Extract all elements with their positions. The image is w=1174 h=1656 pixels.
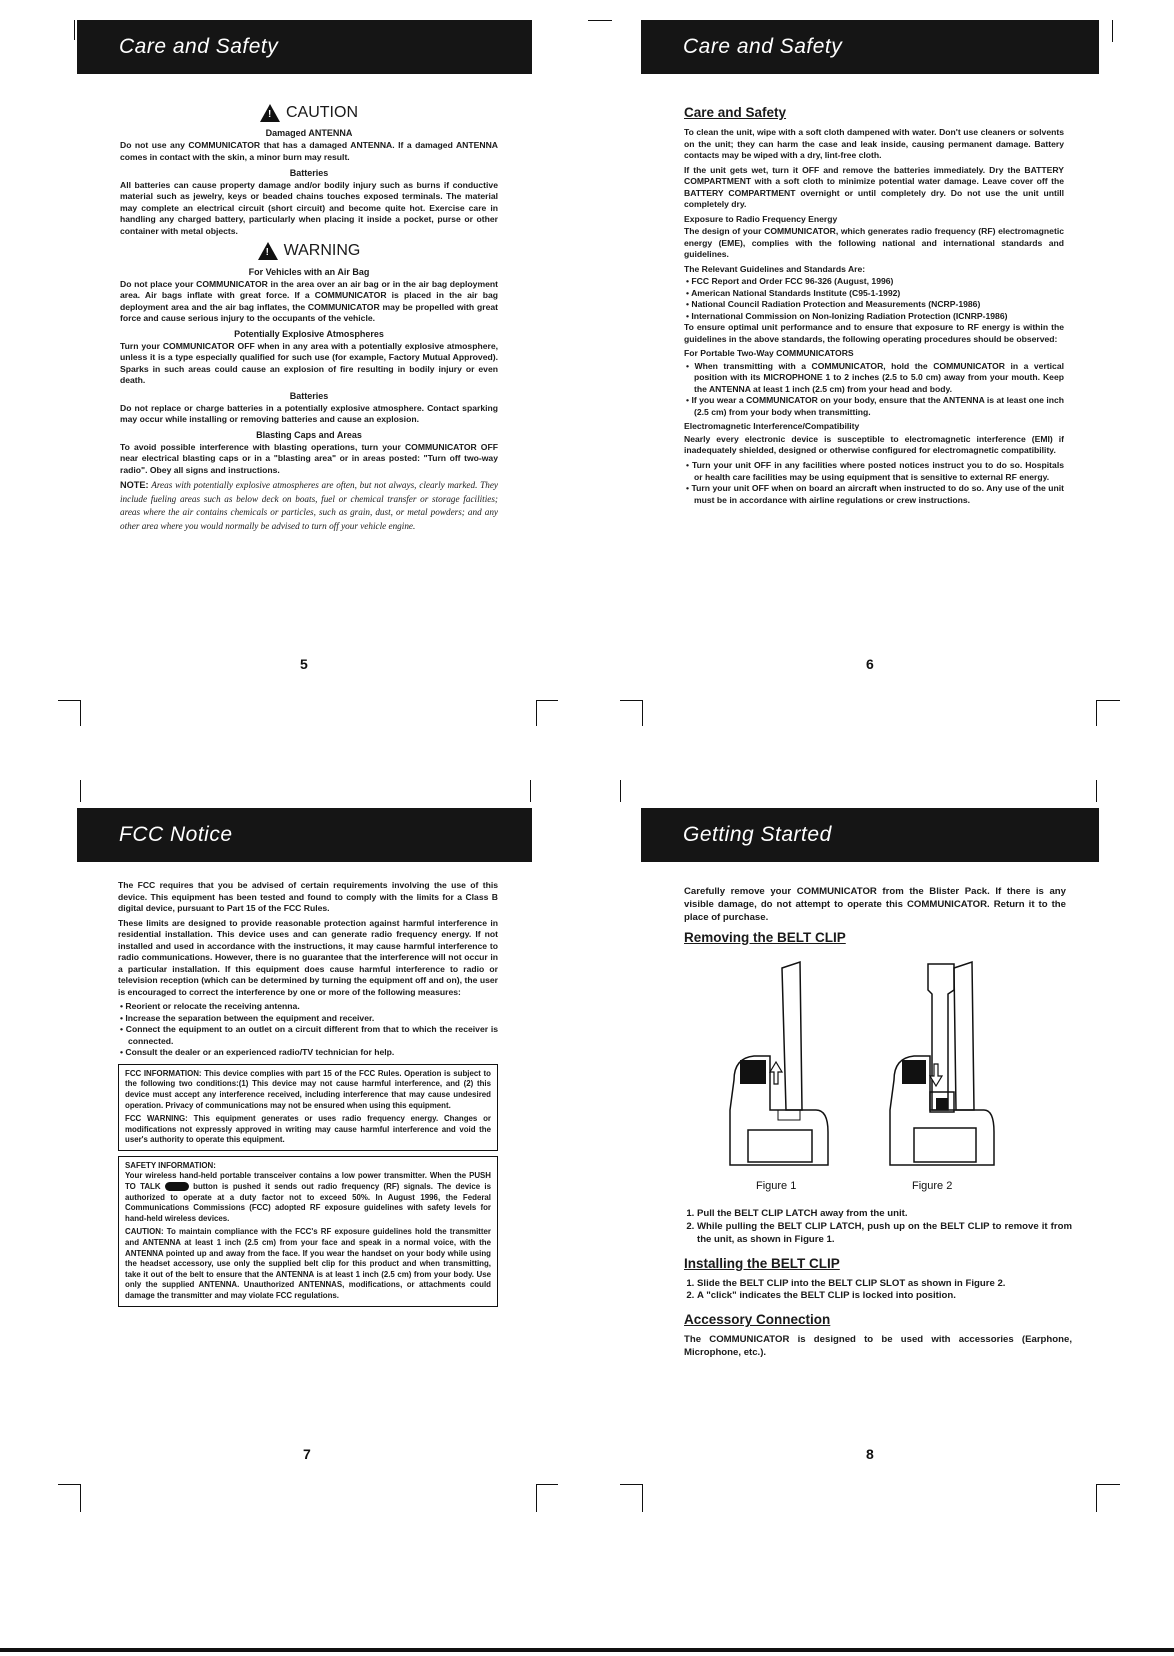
- list-item: • Turn your unit OFF in any facilities where posted notices instruct you to do so. Hospitals or health care facilities may be using equipment that is sensitive to external RF energy.: [684, 460, 1064, 483]
- section-subtitle: Exposure to Radio Frequency Energy: [684, 213, 838, 224]
- paragraph: Nearly every electronic device is susceptible to electromagnetic interference (EMI) if inadequately shielded, designed or otherwise configured for electromagnetic compatibility.: [684, 433, 1064, 456]
- paragraph: If the unit gets wet, turn it OFF and remove the batteries immediately. Dry the BATTERY COMPARTMENT with a soft cloth to minimize potential water damage. Leave cover off the BATTERY COMPARTMENT overnight or until completely dry. Do not use the unit untill completely dry.: [684, 164, 1064, 210]
- list-item: • If you wear a COMMUNICATOR on your body, ensure that the ANTENNA is at least one inch (2.5 cm) from your body when transmitting.: [684, 395, 1064, 418]
- page8-intro-block: [684, 886, 1066, 952]
- page8-banner: Getting Started: [641, 808, 1099, 862]
- paragraph: To avoid possible interference with blasting operations, turn your COMMUNICATOR OFF near electrical blasting caps or in a "blasting area" or in areas posted: "Turn off two-way radio". Obey all signs and instructions.: [120, 441, 498, 475]
- list-item: • International Commission on Non-Ionizing Radiation Protection (ICNRP-1986): [684, 311, 1064, 323]
- page-number: 6: [866, 656, 874, 672]
- section-subtitle: Batteries: [289, 167, 329, 178]
- crop-mark: [80, 1484, 81, 1512]
- fcc-warning-text: This equipment generates or uses radio frequency energy. Changes or modifications not expressly approved in writing may cause harmful interference and void the user's authority to operate this equipment.: [125, 1114, 492, 1145]
- page-number: 7: [303, 1446, 311, 1462]
- list-item: • When transmitting with a COMMUNICATOR, hold the COMMUNICATOR in a vertical position with its MICROPHONE 1 to 2 inches (2.5 to 5.0 cm) away from your mouth. Keep the ANTENNA at least 1 inch (2.5 cm) from your head and body.: [684, 361, 1064, 396]
- section-subtitle: Potentially Explosive Atmospheres: [234, 328, 384, 339]
- list-item: • Increase the separation between the equipment and receiver.: [118, 1013, 498, 1025]
- crop-mark: [530, 780, 531, 802]
- list-item: • Connect the equipment to an outlet on a circuit different from that to which the receiver is connected.: [118, 1024, 498, 1047]
- emi-list: [684, 460, 1064, 506]
- paragraph: These limits are designed to provide reasonable protection against harmful interference in residential installation. This device uses and can generate radio frequency energy. If not installed and used in accordance with the instructions, it may cause harmful interference to radio communications. However, there is no guarantee that the interference will not occur in a particular installation. If this equipment does cause harmful interference to radio or television reception (which can be determined by turning the equipment off and on), the user is encouraged to correct the interference by one or more of the following measures:: [118, 917, 498, 997]
- page6-banner: Care and Safety: [641, 20, 1099, 74]
- page7-body: [118, 880, 498, 1307]
- crop-mark: [1096, 700, 1097, 726]
- fcc-warning-label: FCC WARNING:: [125, 1114, 188, 1124]
- page-number: 5: [300, 656, 308, 672]
- remove-steps: [684, 1208, 1072, 1247]
- figure2-drawing: [884, 960, 1002, 1170]
- warning-title: WARNING: [283, 242, 361, 260]
- list-item: 2. A "click" indicates the BELT CLIP is locked into position.: [697, 1290, 1072, 1303]
- figure2-caption: Figure 2: [912, 1180, 953, 1192]
- paragraph: The design of your COMMUNICATOR, which generates radio frequency (RF) electromagnetic energy (EME), complies with the following national and international standards and guidelines.: [684, 226, 1064, 260]
- crop-mark: [80, 780, 81, 802]
- crop-mark: [74, 20, 75, 40]
- page6-title: Care and Safety: [684, 105, 787, 120]
- list-item: 1. Slide the BELT CLIP into the BELT CLIP SLOT as shown in Figure 2.: [697, 1278, 1072, 1291]
- section-title-installing: Installing the BELT CLIP: [684, 1255, 840, 1271]
- fcc-warning: [125, 1114, 491, 1146]
- paragraph: Do not replace or charge batteries in a potentially explosive atmosphere. Contact sparking may occur while installing or removing batteries and cause an explosion.: [120, 402, 498, 425]
- crop-mark: [620, 1484, 642, 1485]
- section-subtitle: For Portable Two-Way COMMUNICATORS: [684, 348, 854, 359]
- crop-mark: [642, 1484, 643, 1512]
- page-number: 8: [866, 1446, 874, 1462]
- safety-label: SAFETY INFORMATION:: [125, 1160, 216, 1170]
- list-item: • American National Standards Institute (C95-1-1992): [684, 288, 1064, 300]
- list-item: • Turn your unit OFF when on board an aircraft when instructed to do so. Any use of the unit must be in accordance with airline regulations or crew instructions.: [684, 483, 1064, 506]
- safety-text: [125, 1171, 491, 1224]
- paragraph: The FCC requires that you be advised of certain requirements involving the use of this device. This equipment has been tested and found to comply with the limits for a Class B digital device, pursuant to Part 15 of the FCC Rules.: [118, 880, 498, 914]
- caution-triangle-icon: [260, 104, 280, 122]
- page5-banner: Care and Safety: [77, 20, 532, 74]
- fcc-info-box: [118, 1064, 498, 1151]
- crop-mark: [620, 700, 642, 701]
- section-subtitle: Damaged ANTENNA: [265, 128, 353, 139]
- warning-triangle-icon: [258, 242, 278, 260]
- crop-mark: [1096, 1484, 1097, 1512]
- section-subtitle: Electromagnetic Interference/Compatibility: [684, 421, 860, 432]
- paragraph: To ensure optimal unit performance and to ensure that exposure to RF energy is within the guidelines in the above standards, the following operating procedures should be observed:: [684, 322, 1064, 344]
- paragraph: The COMMUNICATOR is designed to be used with accessories (Earphone, Microphone, etc.).: [684, 1334, 1072, 1359]
- page6-body: [684, 100, 1064, 506]
- list-item: 2. While pulling the BELT CLIP LATCH, push up on the BELT CLIP to remove it from the unit, as shown in Figure 1.: [697, 1221, 1072, 1247]
- caution-title: CAUTION: [286, 104, 358, 121]
- crop-mark: [58, 700, 80, 701]
- page7-banner: FCC Notice: [77, 808, 532, 862]
- section-subtitle: Blasting Caps and Areas: [256, 429, 362, 440]
- crop-mark: [642, 700, 643, 726]
- section-title-removing: Removing the BELT CLIP: [684, 929, 846, 945]
- crop-mark: [80, 700, 81, 726]
- figure1-drawing: [720, 960, 838, 1170]
- paragraph: Do not use any COMMUNICATOR that has a damaged ANTENNA. If a damaged ANTENNA comes in contact with the skin, a minor burn may result.: [120, 140, 498, 162]
- crop-mark: [620, 780, 621, 802]
- paragraph: Turn your COMMUNICATOR OFF when in any area with a potentially explosive atmosphere, unless it is a type especially qualified for such use (for example, Factory Mutual Approved). Sparks in such areas could cause an explosion of fire resulting in bodily injury or even death.: [120, 340, 498, 386]
- guidelines-list: [684, 276, 1064, 322]
- caution-label: CAUTION:: [125, 1227, 164, 1237]
- fcc-information: [125, 1069, 491, 1111]
- caution-body: To maintain compliance with the FCC's RF exposure guidelines hold the transmitter and ANTENNA at least 1 inch (2.5 cm) from your face and speak in a normal voice, with the ANTENNA pointed up and away from the face. If you wear the handset on your body while using the headset accessory, use only the supplied belt clip for this product and when transmitting, take it out of the belt to ensure that the ANTENNA is at least 1 inch (2.5 cm) from your body. Use only the supplied ANTENNA. Unauthorized ANTENNAS, modifications, or attachments could damage the transmitter and may violate FCC regulations.: [125, 1227, 492, 1301]
- fcc-info-text: This device complies with part 15 of the FCC Rules. Operation is subject to the following two conditions:(1) This device may not cause harmful interference, and (2) this device must accept any interference received, including interference that may cause undesired operation. Privacy of communications may not be ensured when using this equipment.: [125, 1068, 491, 1110]
- paragraph: To clean the unit, wipe with a soft cloth dampened with water. Don't use cleaners or solvents on the unit; they can harm the case and leak inside, causing permanent damage. Battery contacts may be wiped with a dry, lint-free cloth.: [684, 127, 1064, 161]
- safety-text-b: button is pushed it sends out radio frequency (RF) signals. The device is authorized to operate at a duty factor not to exceed 50%. In August 1996, the Federal Communications Commissions (FCC) adopted RF exposure guidelines with safety levels for hand-held wireless devices.: [125, 1182, 491, 1223]
- note-label: NOTE:: [120, 480, 149, 491]
- page8-steps-block: [684, 1208, 1072, 1363]
- crop-mark: [1112, 20, 1113, 42]
- fcc-info-label: FCC INFORMATION:: [125, 1068, 202, 1078]
- crop-mark: [1096, 700, 1120, 701]
- bottom-edge-bar: [0, 1648, 1174, 1652]
- section-title-accessory: Accessory Connection: [684, 1312, 831, 1328]
- section-subtitle: For Vehicles with an Air Bag: [248, 266, 370, 277]
- portable-list: [684, 361, 1064, 419]
- crop-mark: [536, 700, 537, 726]
- list-item: • FCC Report and Order FCC 96-326 (August, 1996): [684, 276, 1064, 288]
- caution-text: [125, 1227, 491, 1301]
- note-text: Areas with potentially explosive atmospheres are often, but not always, clearly marked. They include fueling areas such as below deck on boats, fuel or chemical transfer or storage facilities; areas where the air contains chemicals or particles, such as grain, dust, or metal powders; and any other area where you would normally be advised to turn off your vehicle engine.: [120, 480, 498, 531]
- crop-mark: [536, 700, 558, 701]
- crop-mark: [58, 1484, 80, 1485]
- figure1-caption: Figure 1: [756, 1180, 797, 1192]
- list-item: • Consult the dealer or an experienced radio/TV technician for help.: [118, 1047, 498, 1059]
- list-item: 1. Pull the BELT CLIP LATCH away from the unit.: [697, 1208, 1072, 1221]
- measures-list: [118, 1001, 498, 1059]
- paragraph: All batteries can cause property damage and/or bodily injury such as burns if conductive material such as jewelry, keys or beaded chains touches exposed terminals. The material may complete an electrical circuit (short circuit) and become quite hot. Exercise care in handling any charged battery, particularly when placing it inside a pocket, purse or other container with metal objects.: [120, 179, 498, 236]
- ptt-button-icon: [165, 1182, 189, 1191]
- crop-mark: [588, 20, 612, 21]
- list-item: • Reorient or relocate the receiving antenna.: [118, 1001, 498, 1013]
- list-item: • National Council Radiation Protection and Measurements (NCRP-1986): [684, 299, 1064, 311]
- safety-text-a: Your wireless hand-held portable transceiver contains a low power transmitter. When the PUSH TO TALK: [125, 1171, 491, 1192]
- safety-info-box: [118, 1156, 498, 1307]
- install-steps: [684, 1278, 1072, 1304]
- section-subtitle: Batteries: [289, 390, 329, 401]
- paragraph: Carefully remove your COMMUNICATOR from the Blister Pack. If there is any visible damage, do not attempt to operate this COMMUNICATOR. Return it to the place of purchase.: [684, 886, 1066, 923]
- section-subtitle: The Relevant Guidelines and Standards Are:: [684, 263, 866, 274]
- page5-body: [120, 100, 498, 536]
- crop-mark: [1096, 1484, 1120, 1485]
- crop-mark: [536, 1484, 558, 1485]
- caution-heading: [120, 102, 498, 123]
- warning-heading: [120, 240, 498, 261]
- crop-mark: [1096, 780, 1097, 802]
- paragraph: Do not place your COMMUNICATOR in the area over an air bag or in the air bag deployment area. Air bags inflate with great force. If a COMMUNICATOR is placed in the air bag deployment area and the air bag inflates, the COMMUNICATOR may be propelled with great force and cause serious injury to the occupants of the vehicle.: [120, 278, 498, 324]
- crop-mark: [536, 1484, 537, 1512]
- note-paragraph: [120, 479, 498, 532]
